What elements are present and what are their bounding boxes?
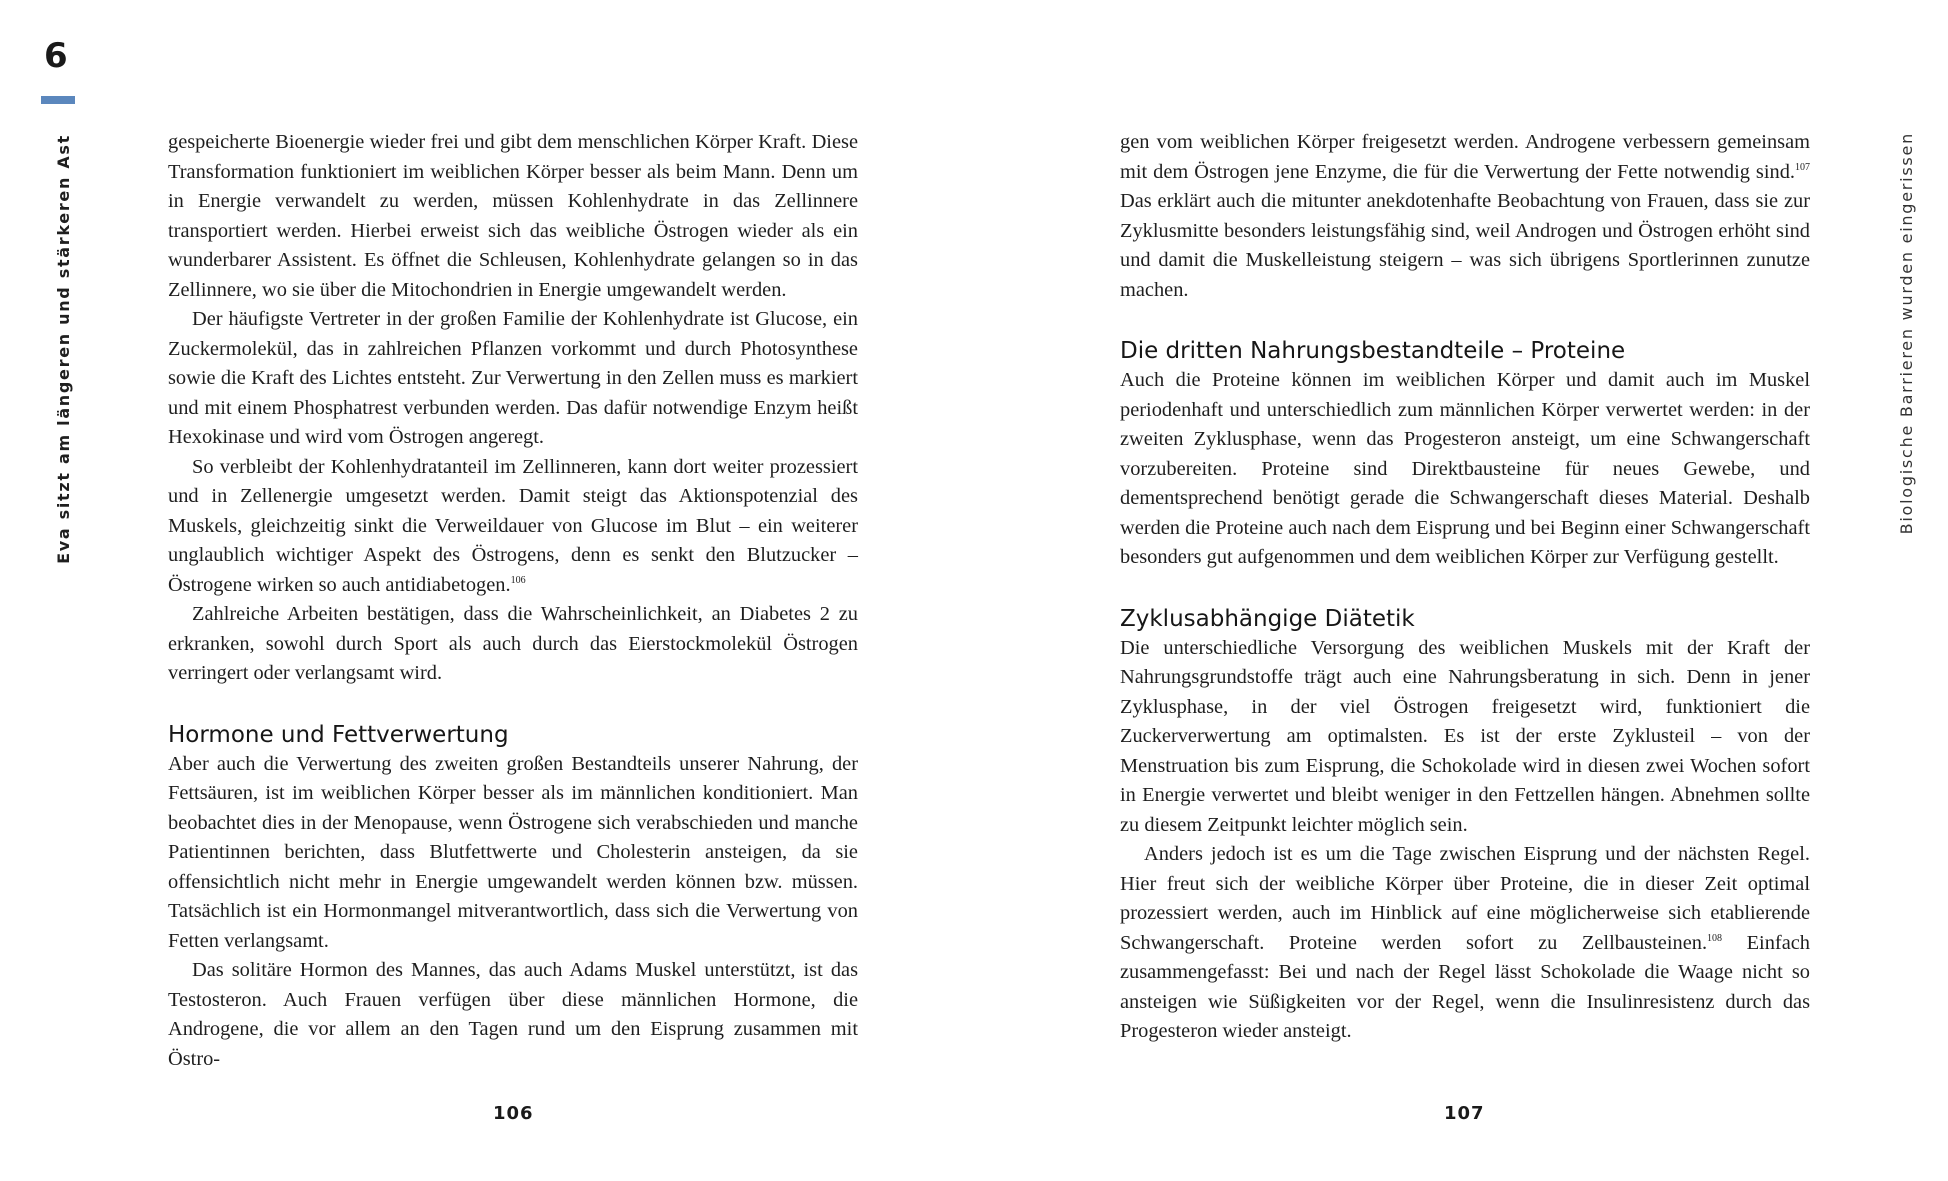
paragraph: Aber auch die Verwertung des zweiten großen Bestandteils unserer Nahrung, der Fettsäuren, ist im weiblichen Körper besser als im männlichen konditioniert. Man beobachtet dies in der Menopause, wenn Östrogene sich verabschieden und manche Patientinnen berichten, dass Blutfettwerte und Cholesterin ansteigen, da sie offensichtlich nicht mehr in Energie umgewandelt werden können bzw. müssen. Tatsächlich ist ein Hormonmangel mitverantwortlich, dass sich die Verwertung von Fetten verlangsamt.	[168, 752, 858, 952]
paragraph: Die unterschiedliche Versorgung des weiblichen Muskels mit der Kraft der Nahrungsgrundstoffe trägt auch eine Nahrungsberatung in sich. Denn in jener Zyklusphase, in der viel Östrogen freigesetzt wird, funktioniert die Zuckerverwertung am optimalsten. Es ist der erste Zyklusteil – von der Menstruation bis zum Eisprung, die Schokolade wird in diesen zwei Wochen sofort in Energie verwertet und bleibt weniger in den Fettzellen hängen. Abnehmen sollte zu diesem Zeitpunkt leichter möglich sein.	[1120, 636, 1810, 836]
paragraph-text: gen vom weiblichen Körper freigesetzt werden. Androgene verbessern gemeinsam mit dem Östrogen jene Enzyme, die für die Verwertung der Fette notwendig sind.	[1120, 131, 1810, 183]
chapter-accent-bar	[41, 96, 75, 104]
paragraph-text: So verbleibt der Kohlenhydratanteil im Zellinneren, kann dort weiter prozessiert und in Zellenergie umgesetzt werden. Damit steigt das Aktionspotenzial des Muskels, gleichzeitig sinkt die Verweildauer von Glucose im Blut – ein weiterer unglaublich wichtiger Aspekt des Östrogens, denn es senkt den Blutzucker – Östrogene wirken so auch antidiabetogen.	[168, 455, 858, 596]
paragraph: Das solitäre Hormon des Mannes, das auch Adams Muskel unterstützt, ist das Testosteron. Auch Frauen verfügen über diese männlichen Hormone, die Androgene, die vor allem an den Tagen rund um den Eisprung zusammen mit Östro-	[168, 959, 858, 1070]
section-heading: Die dritten Nahrungsbestandteile – Proteine	[1120, 338, 1626, 364]
section-heading: Hormone und Fettverwertung	[168, 721, 509, 748]
paragraph: Auch die Proteine können im weiblichen Körper und damit auch im Muskel periodenhaft und unterschiedlich zum männlichen Körper verwertet werden: in der zweiten Zyklusphase, wenn das Progesteron ansteigt, um eine Schwangerschaft vorzubereiten. Proteine sind Direktbausteine für neues Gewebe, und dementsprechend benötigt gerade die Schwangerschaft dieses Material. Deshalb werden die Proteine auch nach dem Eisprung und bei Beginn einer Schwangerschaft besonders gut aufgenommen und dem weiblichen Körper zur Verfügung gestellt.	[1120, 369, 1810, 568]
paragraph-text: Einfach zusammengefasst: Bei und nach der Regel lässt Schokolade die Waage nicht so ansteigen wie Süßigkeiten vor der Regel, wenn die Insulinresistenz durch das Progesteron wieder ansteigt.	[1120, 931, 1810, 1042]
running-head-right: Biologische Barrieren wurden eingerissen	[1897, 132, 1916, 535]
footnote-ref: 108	[1707, 932, 1723, 944]
paragraph-text: Anders jedoch ist es um die Tage zwischen Eisprung und der nächsten Regel. Hier freut sich der weibliche Körper über Proteine, die in dieser Zeit optimal prozessiert werden, auch im Hinblick auf eine möglicherweise sich etablierende Schwangerschaft. Proteine werden sofort zu Zellbausteinen.	[1120, 843, 1810, 954]
paragraph	[1120, 128, 1810, 305]
right-page-body	[1120, 128, 1810, 1047]
paragraph-text: Das erklärt auch die mitunter anekdotenhafte Beobachtung von Frauen, dass sie zur Zyklusmitte besonders leistungsfähig sind, weil Androgen und Östrogen erhöht sind und damit die Muskelleistung steigern – was sich übrigens Sportlerinnen zunutze machen.	[1120, 190, 1810, 301]
paragraph: gespeicherte Bioenergie wieder frei und gibt dem menschlichen Körper Kraft. Diese Transformation funktioniert im weiblichen Körper besser als beim Mann. Denn um in Energie verwandelt zu werden, müssen Kohlenhydrate in das Zellinnere transportiert werden. Hierbei erweist sich das weibliche Östrogen wieder als ein wunderbarer Assistent. Es öffnet die Schleusen, Kohlenhydrate gelangen so in das Zellinnere, wo sie über die Mitochondrien in Energie umgewandelt werden.	[168, 131, 858, 301]
paragraph: Der häufigste Vertreter in der großen Familie der Kohlenhydrate ist Glucose, ein Zuckermolekül, das in zahlreichen Pflanzen vorkommt und durch Photosynthese sowie die Kraft des Lichtes entsteht. Zur Verwertung in den Zellen muss es markiert und mit einem Phosphatrest verbunden werden. Das dafür notwendige Enzym heißt Hexokinase und wird vom Östrogen angeregt.	[168, 308, 858, 448]
page-number-right: 107	[1444, 1103, 1485, 1124]
left-page-body	[168, 128, 858, 1074]
footnote-ref: 106	[510, 574, 526, 586]
page-number-left: 106	[493, 1103, 534, 1124]
section-heading: Zyklusabhängige Diätetik	[1120, 605, 1415, 632]
footnote-ref: 107	[1795, 161, 1810, 173]
paragraph	[168, 453, 858, 601]
paragraph: Zahlreiche Arbeiten bestätigen, dass die Wahrscheinlichkeit, an Diabetes 2 zu erkranken, sowohl durch Sport als auch durch das Eierstockmolekül Östrogen verringert oder verlangsamt wird.	[168, 603, 858, 684]
running-head-left: Eva sitzt am längeren und stärkeren Ast	[54, 134, 73, 564]
paragraph	[1120, 840, 1810, 1047]
chapter-number: 6	[44, 36, 68, 76]
